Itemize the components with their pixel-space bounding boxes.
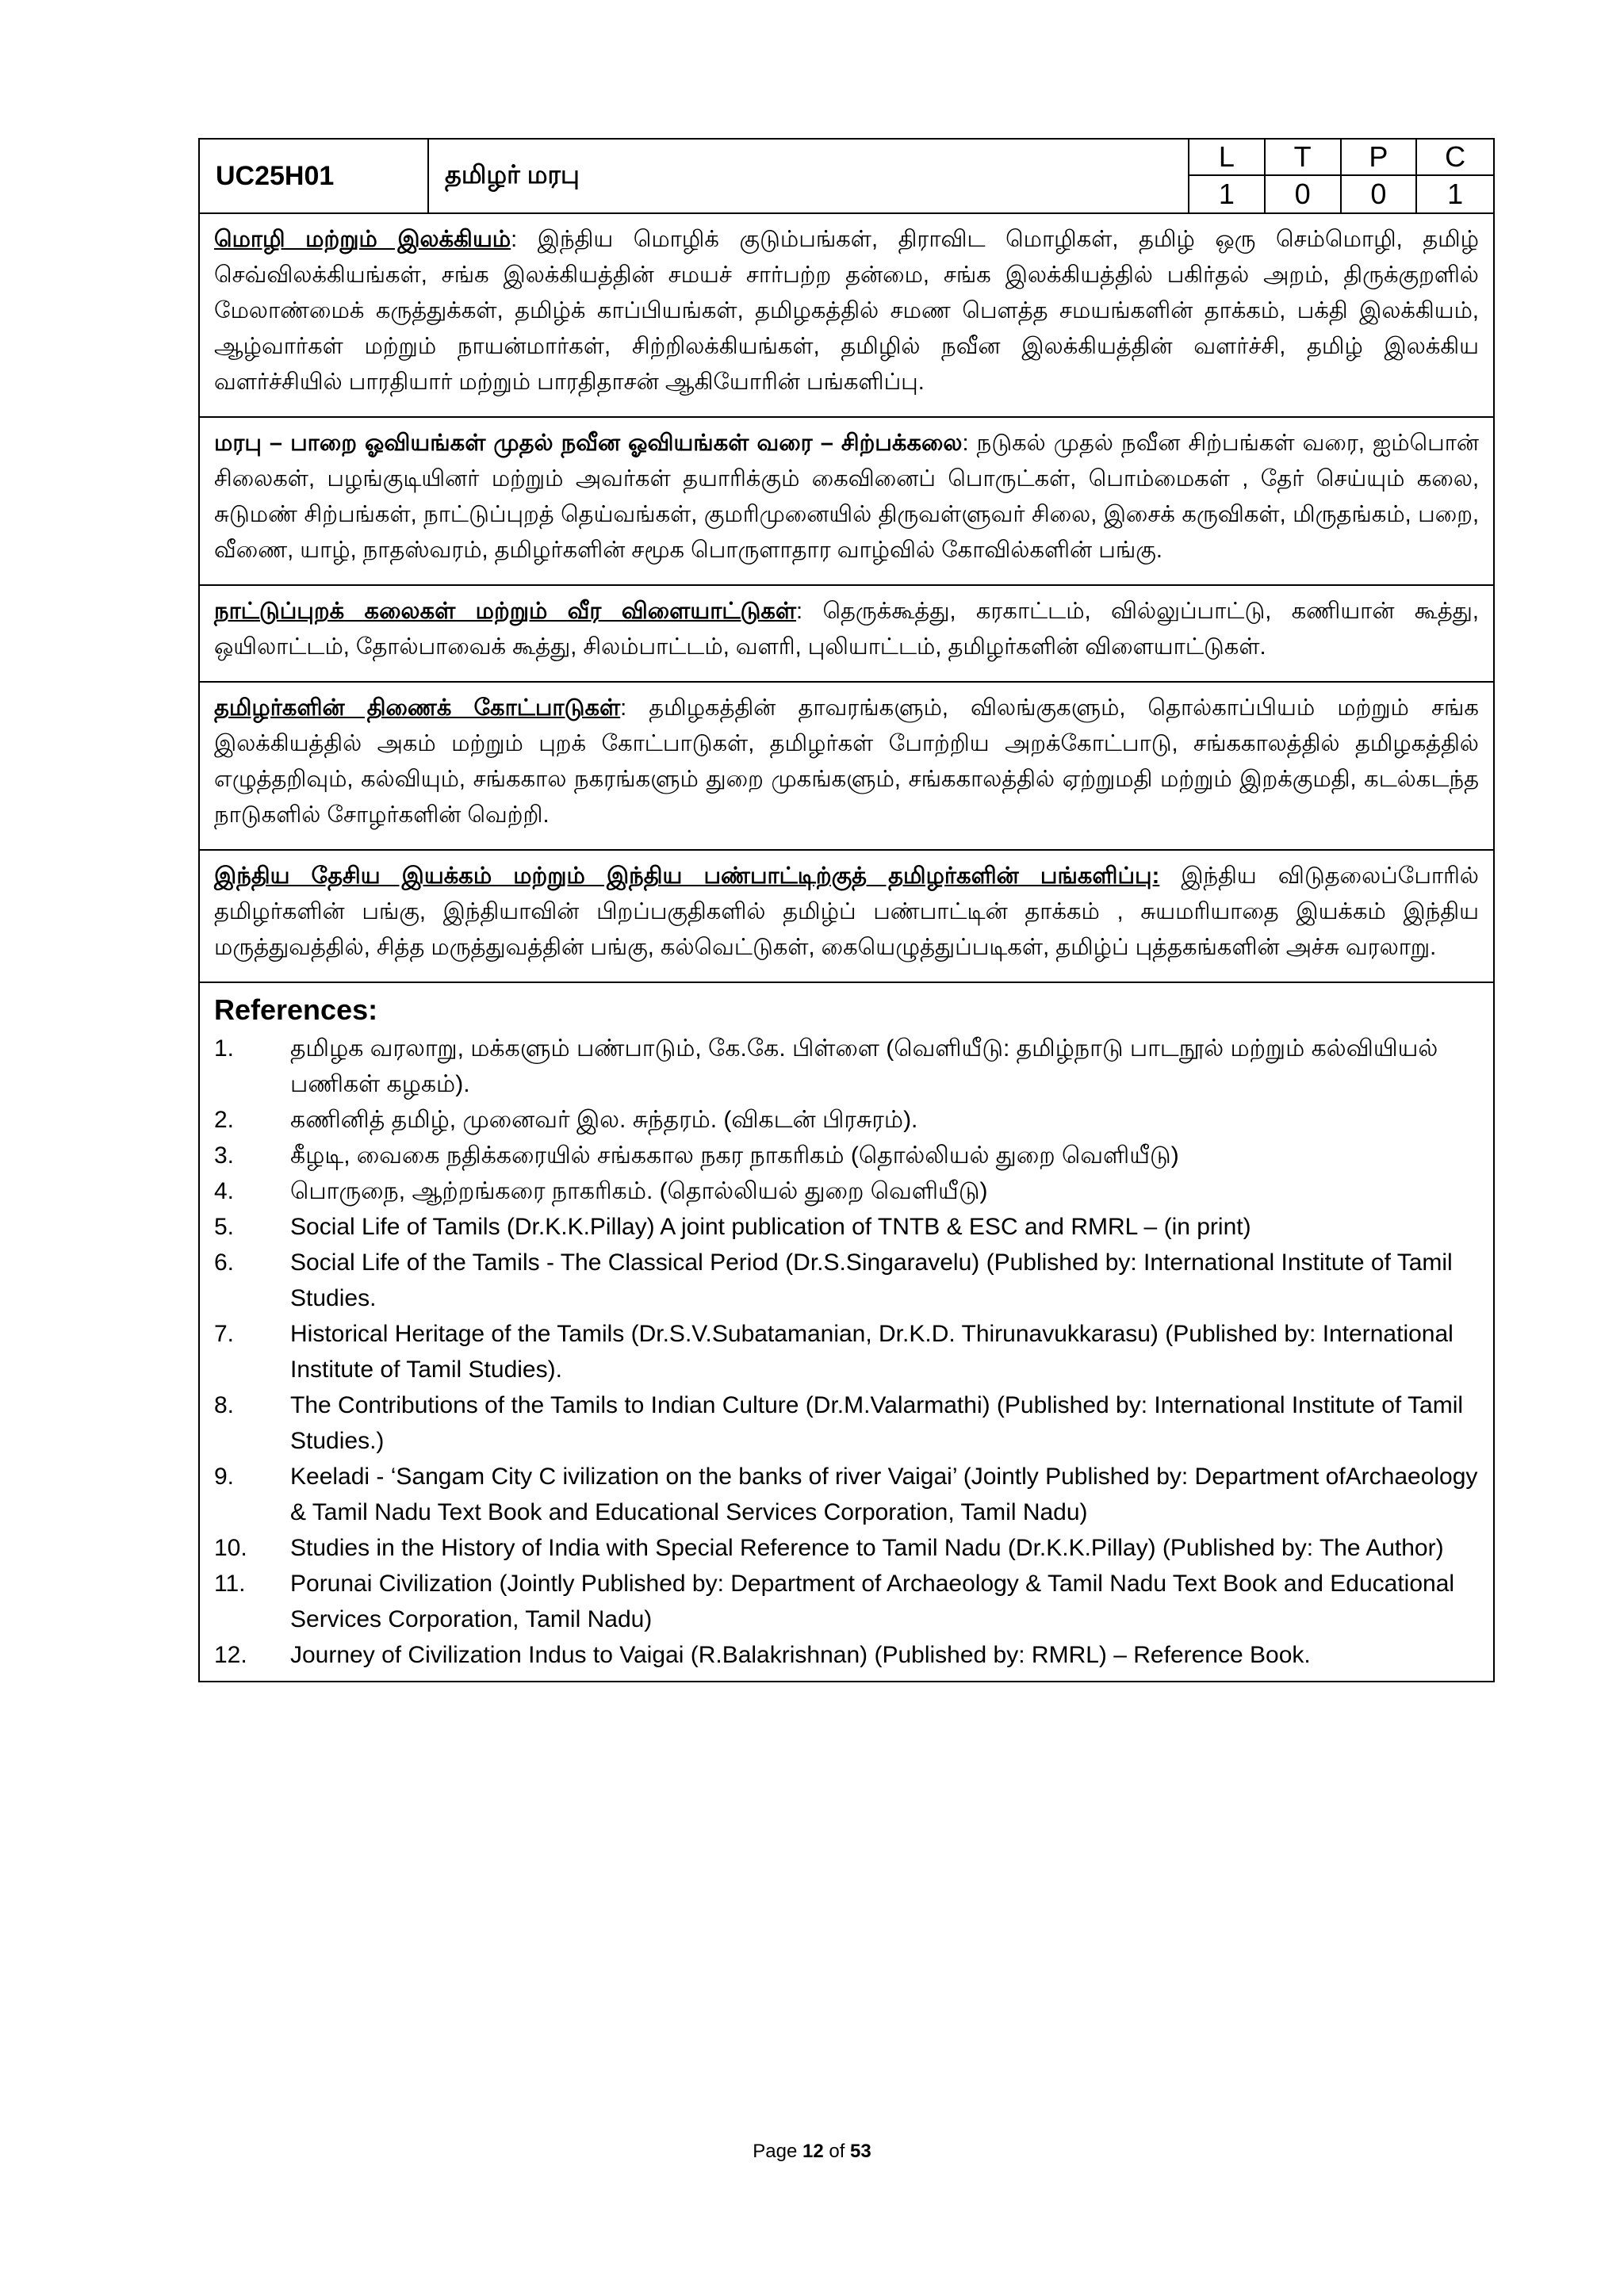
references-section bbox=[200, 983, 1493, 1681]
reference-text: Journey of Civilization Indus to Vaigai (R.Balakrishnan) (Published by: RMRL) – Reference Book. bbox=[290, 1642, 1311, 1668]
reference-text: Studies in the History of India with Special Reference to Tamil Nadu (Dr.K.K.Pillay) (Published by: The Author) bbox=[290, 1535, 1444, 1561]
reference-number: 6. bbox=[214, 1249, 235, 1276]
ltpc-header-t: T bbox=[1266, 140, 1342, 176]
reference-text: Porunai Civilization (Jointly Published by: Department of Archaeology & Tamil Nadu Text Book and Educational Services Corporation, Tamil Nadu) bbox=[290, 1571, 1455, 1632]
course-title: தமிழர் மரபு bbox=[429, 140, 1189, 212]
course-code: UC25H01 bbox=[200, 140, 429, 212]
reference-item bbox=[214, 1566, 1479, 1637]
reference-text: The Contributions of the Tamils to Indian Culture (Dr.M.Valarmathi) (Published by: International Institute of Tamil Studies.) bbox=[290, 1392, 1464, 1454]
unit-body: இந்திய விடுதலைப்போரில் தமிழர்களின் பங்கு, இந்தியாவின் பிறப்பகுதிகளில் தமிழ்ப் பண்பாட்டின் தாக்கம் , சுயமரியாதை இயக்கம் இந்திய மருத்துவத்தில், சித்த மருத்துவத்தின் பங்கு, கல்வெட்டுகள், கையெழுத்துப்படிகள், தமிழ்ப் புத்தகங்களின் அச்சு வரலாறு. bbox=[214, 863, 1479, 960]
page-current: 12 bbox=[802, 2141, 824, 2162]
reference-item bbox=[214, 1102, 1479, 1138]
reference-item bbox=[214, 1316, 1479, 1387]
reference-item bbox=[214, 1637, 1479, 1673]
unit-section-4 bbox=[200, 683, 1493, 851]
syllabus-table bbox=[198, 138, 1495, 1682]
reference-text: Historical Heritage of the Tamils (Dr.S.V.Subatamanian, Dr.K.D. Thirunavukkarasu) (Published by: International Institute of Tamil Studies). bbox=[290, 1321, 1454, 1383]
references-title: References: bbox=[214, 993, 378, 1026]
unit-heading: மொழி மற்றும் இலக்கியம் bbox=[214, 227, 511, 252]
page-footer bbox=[0, 2141, 1624, 2163]
reference-number: 11. bbox=[214, 1571, 246, 1597]
reference-item bbox=[214, 1459, 1479, 1530]
reference-item bbox=[214, 1530, 1479, 1566]
reference-text: Social Life of the Tamils - The Classical Period (Dr.S.Singaravelu) (Published by: International Institute of Tamil Studies. bbox=[290, 1249, 1453, 1311]
unit-section-1 bbox=[200, 214, 1493, 418]
ltpc-grid bbox=[1189, 140, 1493, 212]
ltpc-header-c: C bbox=[1417, 140, 1493, 176]
unit-section-5 bbox=[200, 851, 1493, 983]
page-total: 53 bbox=[850, 2141, 871, 2162]
reference-number: 7. bbox=[214, 1321, 235, 1347]
reference-number: 8. bbox=[214, 1392, 235, 1418]
reference-text: Social Life of Tamils (Dr.K.K.Pillay) A joint publication of TNTB & ESC and RMRL – (in print) bbox=[290, 1214, 1251, 1240]
ltpc-value-c: 1 bbox=[1447, 178, 1464, 210]
reference-number: 3. bbox=[214, 1142, 235, 1169]
unit-body: : நடுகல் முதல் நவீன சிற்பங்கள் வரை, ஐம்பொன் சிலைகள், பழங்குடியினர் மற்றும் அவர்கள் தயாரிக்கும் கைவினைப் பொருட்கள், பொம்மைகள் , தேர் செய்யும் கலை, சுடுமண் சிற்பங்கள், நாட்டுப்புறத் தெய்வங்கள், குமரிமுனையில் திருவள்ளுவர் சிலை, இசைக் கருவிகள், மிருதங்கம், பறை, வீணை, யாழ், நாதஸ்வரம், தமிழர்களின் சமூக பொருளாதார வாழ்வில் கோவில்களின் பங்கு. bbox=[214, 430, 1479, 563]
reference-item bbox=[214, 1209, 1479, 1245]
unit-heading: இந்திய தேசிய இயக்கம் மற்றும் இந்திய பண்பாட்டிற்குத் தமிழர்களின் பங்களிப்பு: bbox=[214, 863, 1160, 889]
ltpc-header-l: L bbox=[1189, 140, 1266, 176]
course-header bbox=[200, 140, 1493, 214]
reference-text: தமிழக வரலாறு, மக்களும் பண்பாடும், கே.கே. பிள்ளை (வெளியீடு: தமிழ்நாடு பாடநூல் மற்றும் கல்வியியல் பணிகள் கழகம்). bbox=[290, 1035, 1438, 1097]
page-label: Page bbox=[753, 2141, 798, 2162]
unit-body: : தமிழகத்தின் தாவரங்களும், விலங்குகளும், தொல்காப்பியம் மற்றும் சங்க இலக்கியத்தில் அகம் மற்றும் புறக் கோட்பாடுகள், தமிழர்கள் போற்றிய அறக்கோட்பாடு, சங்ககாலத்தில் தமிழகத்தில் எழுத்தறிவும், கல்வியும், சங்ககால நகரங்களும் துறை முகங்களும், சங்ககாலத்தில் ஏற்றுமதி மற்றும் இறக்குமதி, கடல்கடந்த நாடுகளில் சோழர்களின் வெற்றி. bbox=[214, 695, 1479, 828]
reference-text: Keeladi - ‘Sangam City C ivilization on the banks of river Vaigai’ (Jointly Published by: Department ofArchaeology & Tamil Nadu Text Book and Educational Services Corporation, Tamil Nadu) bbox=[290, 1464, 1478, 1525]
page-of: of bbox=[829, 2141, 845, 2162]
reference-item bbox=[214, 1138, 1479, 1173]
reference-number: 10. bbox=[214, 1535, 247, 1561]
unit-heading: நாட்டுப்புறக் கலைகள் மற்றும் வீர விளையாட்டுகள் bbox=[214, 599, 797, 624]
reference-text: பொருநை, ஆற்றங்கரை நாகரிகம். (தொல்லியல் துறை வெளியீடு) bbox=[290, 1178, 988, 1204]
reference-item bbox=[214, 1387, 1479, 1459]
ltpc-value-t: 0 bbox=[1266, 176, 1342, 212]
unit-body: : இந்திய மொழிக் குடும்பங்கள், திராவிட மொழிகள், தமிழ் ஒரு செம்மொழி, தமிழ் செவ்விலக்கியங்கள், சங்க இலக்கியத்தின் சமயச் சார்பற்ற தன்மை, சங்க இலக்கியத்தில் பகிர்தல் அறம், திருக்குறளில் மேலாண்மைக் கருத்துக்கள், தமிழ்க் காப்பியங்கள், தமிழகத்தில் சமண பௌத்த சமயங்களின் தாக்கம், பக்தி இலக்கியம், ஆழ்வார்கள் மற்றும் நாயன்மார்கள், சிற்றிலக்கியங்கள், தமிழில் நவீன இலக்கியத்தின் வளர்ச்சி, தமிழ் இலக்கிய வளர்ச்சியில் பாரதியார் மற்றும் பாரதிதாசன் ஆகியோரின் பங்களிப்பு. bbox=[214, 227, 1479, 395]
unit-heading: தமிழர்களின் திணைக் கோட்பாடுகள் bbox=[214, 695, 621, 721]
reference-item bbox=[214, 1245, 1479, 1316]
reference-number: 4. bbox=[214, 1178, 235, 1204]
unit-body: : தெருக்கூத்து, கரகாட்டம், வில்லுப்பாட்டு, கணியான் கூத்து, ஒயிலாட்டம், தோல்பாவைக் கூத்து, சிலம்பாட்டம், வளரி, புலியாட்டம், தமிழர்களின் விளையாட்டுகள். bbox=[214, 599, 1479, 660]
unit-heading: மரபு – பாறை ஓவியங்கள் முதல் நவீன ஓவியங்கள் வரை – சிற்பக்கலை bbox=[214, 430, 963, 456]
reference-number: 2. bbox=[214, 1107, 235, 1133]
reference-item bbox=[214, 1031, 1479, 1102]
unit-section-3 bbox=[200, 586, 1493, 683]
reference-number: 1. bbox=[214, 1035, 235, 1062]
reference-number: 12. bbox=[214, 1642, 247, 1668]
reference-item bbox=[214, 1173, 1479, 1209]
ltpc-header-p: P bbox=[1342, 140, 1418, 176]
unit-section-2 bbox=[200, 418, 1493, 586]
ltpc-value-p: 0 bbox=[1342, 176, 1418, 212]
reference-number: 9. bbox=[214, 1464, 235, 1490]
reference-text: கணினித் தமிழ், முனைவர் இல. சுந்தரம். (விகடன் பிரசுரம்). bbox=[290, 1107, 918, 1133]
reference-number: 5. bbox=[214, 1214, 235, 1240]
reference-text: கீழடி, வைகை நதிக்கரையில் சங்ககால நகர நாகரிகம் (தொல்லியல் துறை வெளியீடு) bbox=[290, 1142, 1179, 1169]
ltpc-value-l: 1 bbox=[1189, 176, 1266, 212]
